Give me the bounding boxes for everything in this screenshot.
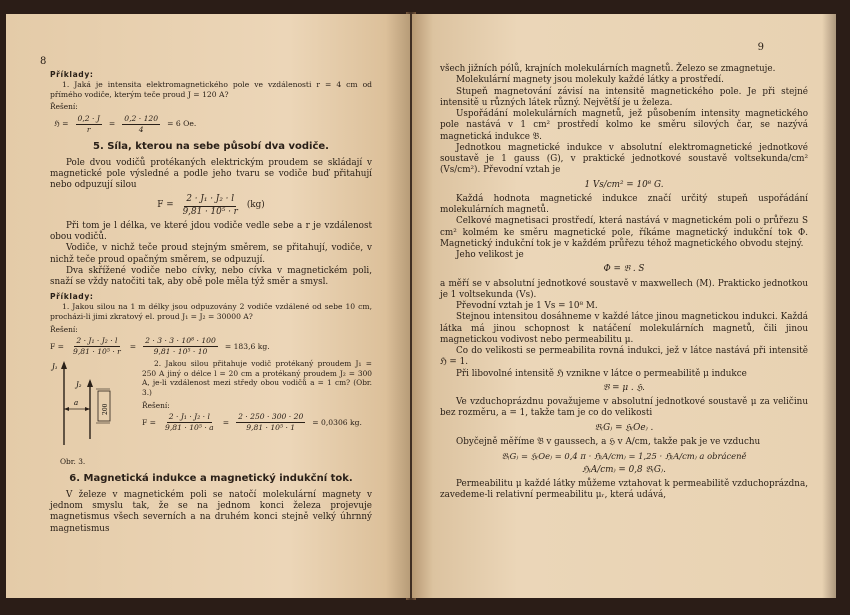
formula-lhs: ℌ = [54,119,69,129]
paragraph: Obyčejně měříme 𝔅 v gaussech, a ℌ v A/cm, takže pak je ve vzduchu [456,436,761,447]
fraction-denominator: r [86,124,91,134]
paragraph: Celkové magnetisaci prostředí, která nastává v magnetickém poli o průřezu S cm² kolmém ke směru magnetické pole, říkáme magnetický indukční tok Φ. Magnetický indukční tok je v každém průřezu téhož magnetického obvodu stejný. [440,216,808,249]
fraction [143,336,218,357]
example-3-text: 2. Jakou silou přitahuje vodič protékaný proudem J₁ = 250 A jiný o délce l = 20 cm a protékaný proudem J₂ = 300 A, je-li vzdálenost mezi středy obou vodičů a = 1 cm? (Obr. 3.) [142,359,372,397]
example-1-formula [54,114,372,135]
solution-label-3: Řešení: [142,400,170,410]
fraction-numerator: 2 · J₁ · J₂ · l [168,412,210,422]
paragraph: Převodní vztah je 1 Vs = 10⁸ M. [456,301,598,311]
solution-label-1: Řešení: [50,102,78,112]
left-page [6,14,410,598]
formula-result: = 183,6 kg. [224,341,270,351]
equals-sign: = [222,417,230,427]
fraction-denominator: 4 [138,124,144,134]
formula-air-conversion: 𝔅₍G₎ = ℌ₍Oe₎ = 0,4 π · ℌ₍A/cm₎ = 1,25 · ℌ₍A/cm₎ a obráceně [501,451,747,461]
example-2-formula [50,336,372,357]
figure-3-caption: Obr. 3. [60,457,86,467]
examples-label-2: Příklady: [50,292,94,302]
fraction-denominator: 9,81 · 10⁵ · 10 [153,347,208,357]
fraction [76,114,102,135]
paragraph: Ve vzduchoprázdnu považujeme v absolutní jednotkové soustavě μ za veličinu bez rozměru, a = 1, takže tam je co do velikosti [440,397,808,419]
section-5-paragraph-1: Pole dvou vodičů protékaných elektrickým proudem se skládají v magnetické pole výsledné a podle jeho tvaru se vodiče buď přitahují nebo odpuzují silou [50,157,372,191]
paragraph: Stupeň magnetování závisí na intensitě magnetického pole. Je při stejné intensitě u různých látek různý. Největší je u železa. [440,86,808,108]
paragraph: Uspořádání molekulárních magnetů, jež působením intensity magnetického pole nastává v 1 cm² prostředí kolmo ke směru silových čar, se nazývá magnetická indukce 𝔅. [440,109,808,142]
paragraph: a měří se v absolutní jednotkové soustavě v maxwellech (M). Prakticko jednotkou je 1 voltsekunda (Vs). [440,278,808,300]
formula-result: = 0,0306 kg. [312,417,362,427]
equals-sign: = [108,119,116,129]
example-1-text: 1. Jaká je intensita elektromagnetického pole ve vzdálenosti r = 4 cm od přímého vodiče, kterým teče proud J = 120 A? [50,79,372,99]
fraction-denominator: 9,81 · 10⁵ · 1 [246,423,296,433]
figure-label-j2: J₂ [76,381,82,390]
page-number-left: 8 [40,56,47,67]
fraction [236,412,305,433]
fraction [181,194,240,218]
section-5-paragraph-3: Vodiče, v nichž teče proud stejným směrem, se přitahují, vodiče, v nichž teče proud opačným směrem, se odpuzují. [50,243,372,265]
section-5-paragraph-4: Dva skřížené vodiče nebo cívky, nebo cívka v magnetickém poli, snaží se vždy natočiti tak, aby obě pole měla týž směr a smysl. [50,265,372,288]
fraction-denominator: 9,81 · 10⁵ · r [182,206,238,217]
left-page-content [50,54,372,535]
formula-result: = 6 Oe. [167,119,197,129]
figure-3-block [50,359,372,467]
formula-lhs: F = [157,200,174,211]
paragraph: Jednotkou magnetické indukce v absolutní elektromagnetické jednotkové soustavě je 1 gauss (G), v praktické jednotkové soustavě voltsekunda/cm² (Vs/cm²). Převodní vztah je [440,142,808,176]
force-formula [50,194,372,218]
fraction [71,336,123,357]
fraction [163,412,216,433]
formula-vacuum: 𝔅₍G₎ = ℌ₍Oe₎ . [594,422,654,433]
figure-3-diagram [50,359,132,463]
formula-vs-gauss: 1 Vs/cm² = 10⁸ G. [584,179,664,190]
paragraph: Permeabilitu μ každé látky můžeme vztahovat k permeabilitě vzduchoprázdna, zavedeme-li relativní permeabilitu μᵣ, která udává, [440,479,808,501]
paragraph: Při libovolné intensitě ℌ vznikne v látce o permeabilitě μ indukce [456,368,747,379]
paragraph: všech jižních pólů, krajních molekulárních magnetů. Železo se zmagnetuje. [440,64,776,74]
paragraph: Stejnou intensitou dosáhneme v každé látce jinou magnetickou indukci. Každá látka má jinou schopnost k natáčení molekulárních magnetů, čili jinou magnetickou vodivost nebo permeabilitu μ. [440,312,808,345]
paragraph: Každá hodnota magnetické indukce značí určitý stupeň uspořádání molekulárních magnetů. [440,193,808,215]
fraction-denominator: 9,81 · 10⁵ · a [165,423,214,433]
fraction-numerator: 2 · J₁ · J₂ · l [184,194,236,206]
section-6-paragraph-1: V železe v magnetickém poli se natočí molekulární magnety v jednom smyslu tak, že se na jednom konci železa projevuje magnetismus všech severních a na druhém konci stejně velký úhrnný magnetismus [50,489,372,534]
paragraph: Jeho velikost je [456,250,524,260]
fraction-numerator: 2 · 3 · 3 · 10⁸ · 100 [145,336,216,346]
section-5-heading: 5. Síla, kterou na sebe působí dva vodiče. [92,140,329,152]
formula-induction: 𝔅 = μ . ℌ. [603,382,645,393]
example-2-text: 1. Jakou silou na 1 m délky jsou odpuzovány 2 vodiče vzdálené od sebe 10 cm, procházi-li jimi zkratový el. proud J₁ = J₂ = 30000 A? [50,302,372,321]
formula-lhs: F = [142,417,157,427]
page-number-right: 9 [757,42,764,53]
page-edge-shadow [822,14,836,598]
fraction-numerator: 2 · 250 · 300 · 20 [238,412,304,422]
example-3-formula [142,412,372,433]
section-6-heading: 6. Magnetická indukce a magnetický indukční tok. [69,473,353,485]
formula-unit: (kg) [246,200,265,211]
figure-label-j1: J₁ [52,363,58,372]
figure-label-a: a [74,399,79,408]
equals-sign: = [129,341,137,351]
right-page [412,14,836,598]
formula-inverse-conversion: ℌ₍A/cm₎ = 0,8 𝔅₍G₎. [582,464,666,475]
fraction-denominator: 9,81 · 10⁵ · r [73,347,121,357]
formula-flux: Φ = 𝔅 . S [603,264,645,275]
fraction-numerator: 0,2 · J [77,114,100,124]
solution-label-2: Řešení: [50,324,78,334]
figure-label-200: 200 [102,403,109,416]
formula-lhs: F = [50,341,65,351]
section-5-paragraph-2: Při tom je l délka, ve které jdou vodiče vedle sebe a r je vzdálenost obou vodičů. [50,220,372,243]
paragraph: Molekulární magnety jsou molekuly každé látky a prostředí. [456,75,724,86]
paragraph: Co do velikosti se permeabilita rovná indukci, jež v látce nastává při intensitě ℌ = 1. [440,346,808,368]
fraction-numerator: 2 · J₁ · J₂ · l [76,336,118,346]
fraction [122,114,160,135]
fraction-numerator: 0,2 · 120 [124,114,159,124]
right-page-content [440,64,808,502]
examples-label-1: Příklady: [50,70,94,79]
